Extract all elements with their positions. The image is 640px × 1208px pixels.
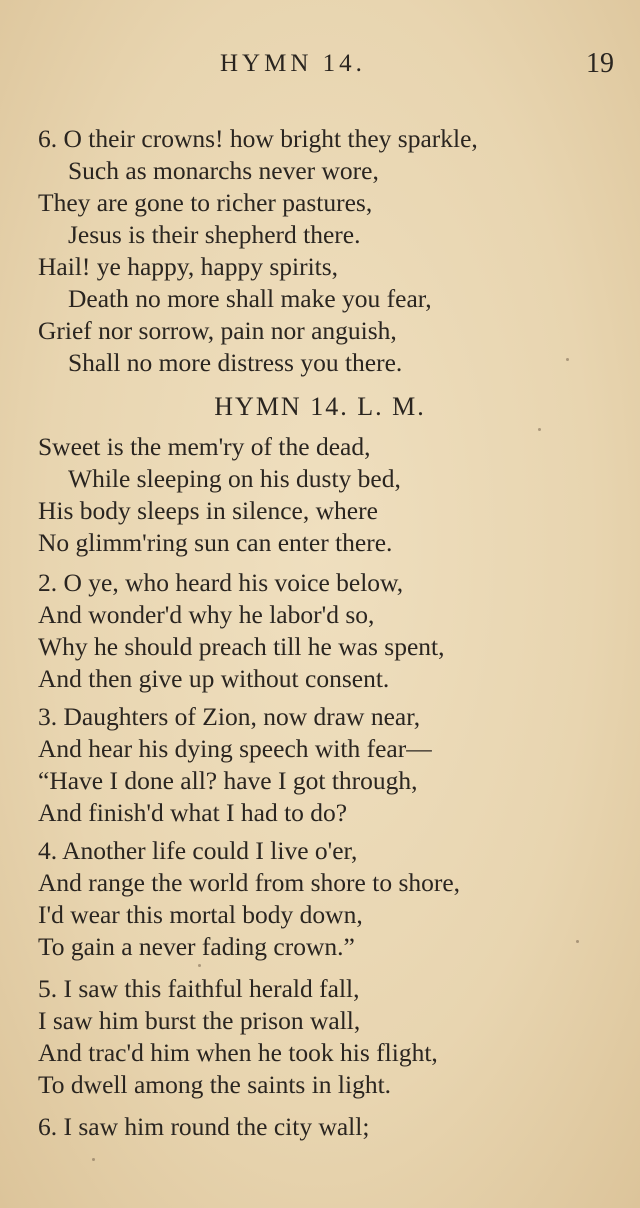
running-title: HYMN 14. [220, 50, 366, 77]
page-number: 19 [586, 48, 614, 79]
paper-speck [198, 964, 201, 967]
verse-line: 2. O ye, who heard his voice below, [38, 568, 404, 597]
verse-line: They are gone to richer pastures, [38, 188, 373, 217]
verse-line: And finish'd what I had to do? [38, 798, 348, 827]
verse-line: Why he should preach till he was spent, [38, 632, 445, 661]
verse-line: Shall no more distress you there. [68, 348, 403, 377]
verse-line: I'd wear this mortal body down, [38, 900, 363, 929]
verse-line: Such as monarchs never wore, [68, 156, 379, 185]
paper-speck [538, 428, 541, 431]
verse-line: “Have I done all? have I got through, [38, 766, 418, 795]
verse-line: I saw him burst the prison wall, [38, 1006, 361, 1035]
verse-line: Jesus is their shepherd there. [68, 220, 361, 249]
verse-line: And trac'd him when he took his flight, [38, 1038, 438, 1067]
verse-line: While sleeping on his dusty bed, [68, 464, 401, 493]
verse-line: Grief nor sorrow, pain nor anguish, [38, 316, 397, 345]
verse-line: To dwell among the saints in light. [38, 1070, 392, 1099]
verse-line: Sweet is the mem'ry of the dead, [38, 432, 371, 461]
paper-speck [92, 1158, 95, 1161]
paper-speck [576, 940, 579, 943]
verse-line: 4. Another life could I live o'er, [38, 836, 358, 865]
verse-line: 3. Daughters of Zion, now draw near, [38, 702, 421, 731]
verse-line: Death no more shall make you fear, [68, 284, 432, 313]
verse-line: 6. I saw him round the city wall; [38, 1112, 370, 1141]
verse-line: To gain a never fading crown.” [38, 932, 355, 961]
verse-line: And range the world from shore to shore, [38, 868, 461, 897]
verse-line: Hail! ye happy, happy spirits, [38, 252, 339, 281]
paper-speck [566, 358, 569, 361]
hymn-heading: HYMN 14. L. M. [214, 392, 426, 421]
verse-line: No glimm'ring sun can enter there. [38, 528, 393, 557]
verse-line: And wonder'd why he labor'd so, [38, 600, 375, 629]
verse-line: And then give up without consent. [38, 664, 390, 693]
verse-line: His body sleeps in silence, where [38, 496, 378, 525]
verse-line: And hear his dying speech with fear— [38, 734, 432, 763]
running-head [0, 48, 640, 84]
verse-line: 5. I saw this faithful herald fall, [38, 974, 360, 1003]
verse-line: 6. O their crowns! how bright they sparkle, [38, 124, 478, 153]
